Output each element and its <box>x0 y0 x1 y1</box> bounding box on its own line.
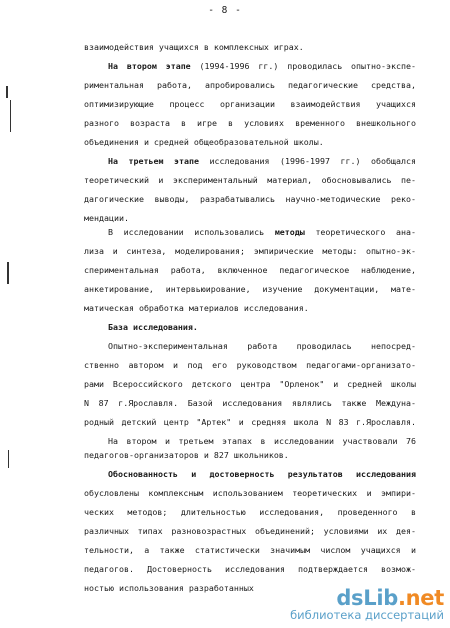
paragraph-line: оптимизирующие процесс организации взаимодействия учащихся <box>84 99 416 109</box>
stage-heading: На втором этапе <box>108 61 191 71</box>
paragraph-line: На втором этапе (1994-1996 гг.) проводилась опытно-экспе- <box>108 61 416 71</box>
paragraph-line: обусловлены комплексным использованием теоретических и эмпири- <box>84 488 416 498</box>
paragraph-line: мендации. <box>84 213 129 223</box>
paragraph-line: матическая обработка материалов исследования. <box>84 303 309 313</box>
section-heading: Обоснованность и достоверность результатов исследования <box>108 469 416 479</box>
dslib-watermark[interactable] <box>290 587 444 622</box>
methods-term: методы <box>274 227 305 237</box>
paragraph-line: разного возраста в игре в условиях временного внешкольного <box>84 118 416 128</box>
paragraph-line: педагогов. Достоверность исследования подтверждается возмож- <box>84 564 416 574</box>
dslib-subtitle: библиотека диссертаций <box>290 608 444 622</box>
paragraph-line: ственно автором и под его руководством педагогами-организато- <box>84 360 416 370</box>
paragraph-line: Опытно-экспериментальная работа проводилась непосред- <box>108 341 416 351</box>
margin-mark <box>10 100 11 132</box>
paragraph-line: дагогические выводы, разрабатывались научно-методические реко- <box>84 194 416 204</box>
paragraph-line: ностью использования разработанных <box>84 583 254 593</box>
margin-mark <box>8 450 9 468</box>
section-heading: База исследования. <box>108 322 198 332</box>
stage-heading: На третьем этапе <box>108 156 200 166</box>
paragraph-line: N 87 г.Ярославля. Базой исследования являлись также Междуна- <box>84 398 416 408</box>
paragraph-line: спериментальная работа, включенное педагогическое наблюдение, <box>84 265 416 275</box>
dslib-logo: dsLib.net <box>336 586 444 610</box>
paragraph-line: В исследовании использовались методы теоретического ана- <box>108 227 416 237</box>
paragraph-line: теоретический и экспериментальный материал, обосновывались пе- <box>84 175 416 185</box>
paragraph-line: На втором и третьем этапах в исследовании участвовали 76 <box>108 436 416 446</box>
paragraph-line: взаимодействия учащихся в комплексных играх. <box>84 42 304 52</box>
paragraph-line: объединения и средней общеобразовательной школы. <box>84 137 324 147</box>
paragraph-line: На третьем этапе исследования (1996-1997 гг.) обобщался <box>108 156 416 166</box>
margin-mark <box>7 262 9 284</box>
margin-mark <box>6 86 8 98</box>
paragraph-line: лиза и синтеза, моделирования; эмпирические методы: опытно-эк- <box>84 246 416 256</box>
page-number: - 8 - <box>208 5 242 16</box>
paragraph-line: рами Всероссийского детского центра "Орленок" и средней школы <box>84 379 416 389</box>
paragraph-line: ческих методов; длительностью исследования, проведенного в <box>84 507 416 517</box>
paragraph-line: различных типах разновозрастных объединений; условиями их дея- <box>84 526 416 536</box>
paragraph-line: тельности, а также статистически значимым числом учащихся и <box>84 545 416 555</box>
paragraph-line: риментальная работа, апробировались педагогические средства, <box>84 80 416 90</box>
paragraph-line: родный детский центр "Артек" и средняя школа N 83 г.Ярославля. <box>84 417 416 427</box>
paragraph-line: педагогов-организаторов и 827 школьников. <box>84 450 289 460</box>
paragraph-line: анкетирование, интервьюирование, изучение документации, мате- <box>84 284 416 294</box>
